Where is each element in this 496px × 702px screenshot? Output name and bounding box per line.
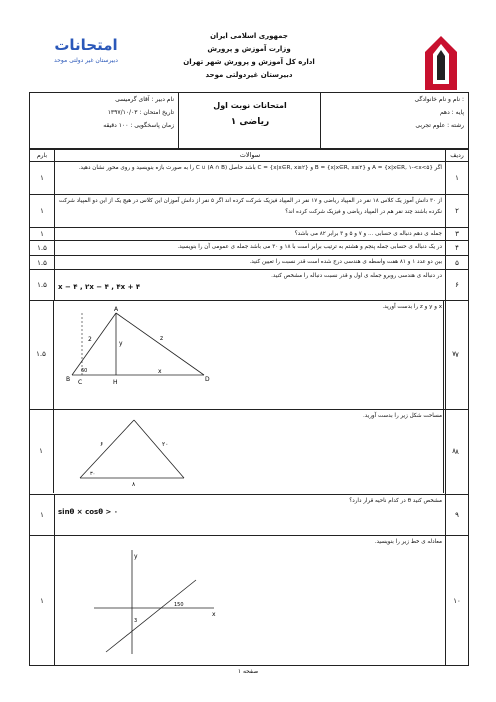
side-two-label: 2 [88, 336, 92, 343]
question-text: جمله ی دهم دنباله ی حسابی ... و ۷ و ۵ و ۳ برابر ۸۲ می باشد؟ [294, 231, 442, 237]
question-score: ۱.۵ [36, 350, 46, 358]
question-number: ۳ [445, 228, 468, 240]
sequence-formula: x − ۴ , ۲x − ۴ , ۴x + ۴ [58, 283, 141, 291]
question-text: اگر A = {x|x∈R, ۱-<x<۵} و B = {x|x∈R, x≤۲} و C = {x|x∈R, x≥۲} باشد حاصل C ∪ (A ∩ B) را به صورت بازه بنویسید و روی محور نشان دهید. [78, 165, 442, 171]
question-number: ۲ [445, 195, 468, 227]
header-line-4: دبیرستان غیردولتی موحد [205, 71, 293, 79]
question-text: بین دو عدد ۱ و ۸۱ هفت واسطه ی هندسی درج شده است قدر نسبت را تعیین کنید. [249, 259, 442, 265]
col-number-header: ردیف [445, 149, 468, 161]
divider [320, 93, 321, 149]
trig-formula: sinθ × cosθ > ۰ [58, 508, 119, 516]
field-label: رشته : علوم تجربی [415, 122, 464, 129]
question-text [54, 270, 446, 300]
divider [53, 300, 54, 493]
date-label: تاریخ امتحان : ۱۳۹۷/۱۰/۰۳ [107, 109, 174, 116]
exam-title: امتحانات نوبت اول [213, 101, 287, 110]
header-line-3: اداره کل آموزش و پرورش شهر تهران [183, 58, 315, 66]
question-number: ۱۰ [445, 536, 468, 665]
vertex-h-label: H [113, 379, 118, 386]
question-prompt: مشخص کنید θ در کدام ناحیه قرار دارد؟ [349, 498, 442, 504]
table-row [30, 536, 468, 665]
header-line-1: جمهوری اسلامی ایران [210, 32, 288, 40]
col-questions-header: سوالات [239, 151, 261, 159]
triangle-area-figure [76, 416, 196, 488]
intercept-label: 3 [134, 618, 138, 624]
question-number: ۷ [452, 350, 456, 358]
table-row [30, 495, 468, 536]
divider [178, 93, 179, 149]
angle-label: 150 [174, 602, 184, 608]
question-score: ۱ [30, 536, 55, 665]
table-row [30, 162, 468, 195]
page-footer: صفحه ۱ [237, 668, 259, 675]
teacher-label: نام دبیر : آقای گرمیسی [115, 96, 174, 103]
vertex-a-label: A [114, 306, 119, 313]
duration-label: زمان پاسخگویی : ۱۰۰ دقیقه [103, 122, 174, 129]
question-score: ۱ [30, 495, 55, 535]
vertex-b-label: B [66, 376, 71, 383]
question-prompt: معادله ی خط زیر را بنویسید. [374, 539, 442, 545]
vertex-d-label: D [205, 376, 210, 383]
question-text: در یک دنباله ی حسابی جمله پنجم و هشتم به ترتیب برابر است با ۱۸ و ۳۰ می باشد جمله ی عمومی آن را بنویسید. [177, 244, 442, 250]
student-name-label: نام و نام خانوادگی : [414, 96, 464, 103]
emblem-icon [423, 34, 459, 92]
angle-label: ۳۰ [90, 471, 96, 477]
question-number: ۱ [445, 162, 468, 194]
question-number: ۹ [445, 495, 468, 535]
questions-table [29, 148, 469, 666]
side-b-label: ۲۰ [162, 441, 169, 448]
table-row [30, 270, 468, 301]
question-number: ۵ [445, 256, 468, 269]
question-text: از ۳۰ دانش آموز یک کلاس ۱۸ نفر در المپیاد ریاضی و ۱۷ نفر در المپیاد فیزیک شرکت کرده اند اگر ۵ نفر از دانش آموزان این کلاس در هیچ یک از این دو المپیاد شرکت نکرده باشند چند نفر هم در المپیاد ریاضی و فیزیک شرکت کرده اند؟ [58, 198, 442, 215]
angle-label: 60 [81, 368, 88, 374]
question-prompt: مساحت شکل زیر را بدست آورید. [362, 413, 442, 419]
question-number: ۸ [445, 410, 468, 494]
question-prompt: x و y و z را بدست آورید. [382, 304, 442, 310]
header-titles [179, 30, 319, 82]
axis-y-label: y [134, 553, 138, 560]
question-number: ۷ [445, 301, 468, 409]
question-prompt: در دنباله ی هندسی روبرو جمله ی اول و قدر نسبت دنباله را مشخص کنید. [271, 273, 442, 279]
table-row [30, 410, 468, 495]
exam-title-block [180, 93, 320, 149]
question-score: ۱ [30, 162, 55, 194]
school-logo: امتحانات دبیرستان غیر دولتی موحد [54, 36, 118, 64]
side-z-label: z [160, 335, 164, 342]
student-info [324, 93, 464, 149]
table-row [30, 301, 468, 410]
exam-meta [34, 93, 174, 149]
question-score: ۱.۵ [30, 256, 55, 269]
exam-info-box [29, 92, 469, 150]
question-text [54, 495, 446, 535]
line-graph-figure [92, 546, 222, 658]
question-number: ۴ [445, 241, 468, 255]
header-line-2: وزارت آموزش و پرورش [207, 45, 291, 53]
grade-label: پایه : دهم [439, 109, 464, 116]
side-a-label: ۶ [100, 441, 104, 448]
axis-x-label: x [212, 611, 216, 618]
question-score: ۱ [30, 195, 55, 227]
divider [443, 300, 444, 493]
question-score: ۱ [30, 228, 55, 240]
side-x-label: x [158, 368, 162, 375]
table-row [30, 256, 468, 270]
table-row [30, 195, 468, 228]
right-triangle-figure [64, 305, 214, 405]
question-number: ۸ [452, 447, 456, 455]
exam-subject: ریاضی ۱ [230, 117, 270, 127]
question-score: ۱.۵ [30, 241, 55, 255]
question-number: ۶ [445, 270, 468, 300]
table-row [30, 241, 468, 256]
vertex-c-label: C [78, 379, 83, 386]
side-c-label: ۸ [132, 481, 136, 488]
col-score-header: بارم [30, 149, 55, 161]
side-y-label: y [119, 340, 123, 347]
question-score: ۱ [39, 447, 43, 455]
table-header [30, 149, 468, 162]
table-row [30, 228, 468, 241]
question-score: ۱.۵ [30, 270, 55, 300]
